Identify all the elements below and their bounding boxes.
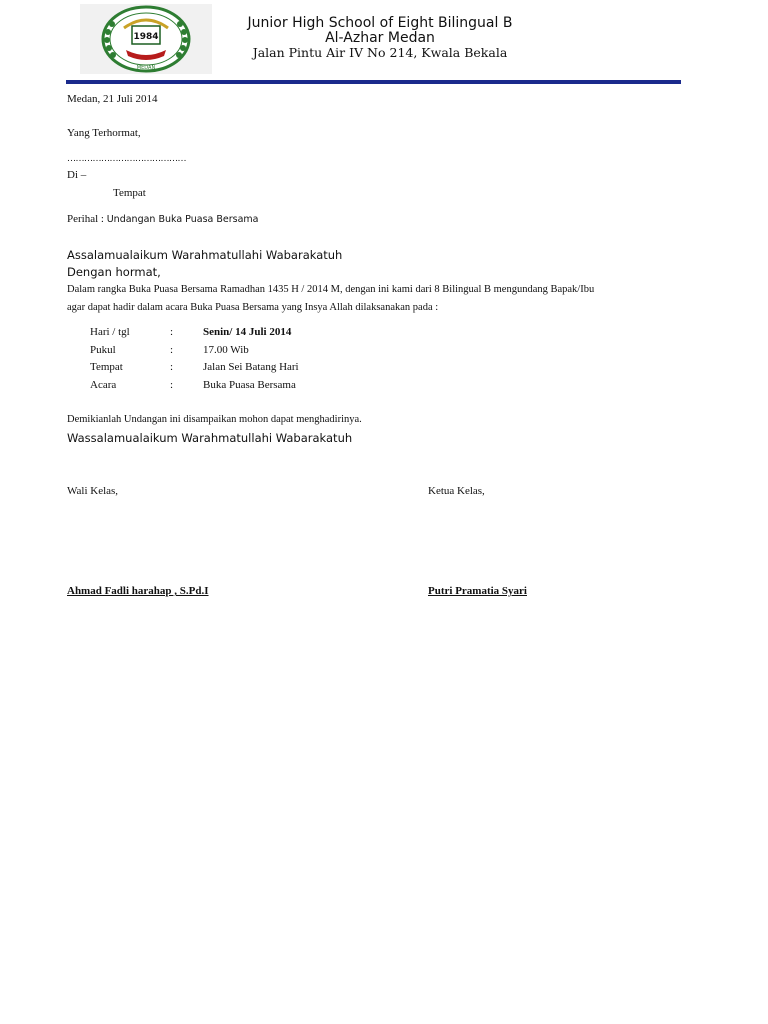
greeting: Assalamualaikum Warahmatullahi Wabarakatuh <box>67 248 343 262</box>
header-divider <box>66 80 681 84</box>
school-emblem-icon <box>80 4 212 74</box>
right-signatory-name: Putri Pramatia Syari <box>428 585 527 597</box>
detail-label: Hari / tgl <box>90 326 130 338</box>
perihal <box>67 213 258 225</box>
detail-value: Senin/ 14 Juli 2014 <box>203 326 292 338</box>
salutation: Yang Terhormat, <box>67 127 141 139</box>
farewell: Wassalamualaikum Warahmatullahi Wabarakatuh <box>67 431 353 445</box>
di-label: Di – <box>67 169 87 181</box>
place-date: Medan, 21 Juli 2014 <box>67 93 158 105</box>
right-signatory-title: Ketua Kelas, <box>428 485 485 497</box>
body-line-1: Dalam rangka Buka Puasa Bersama Ramadhan 1435 H / 2014 M, dengan ini kami dari 8 Bilingual B mengundang Bapak/Ibu <box>67 284 595 295</box>
school-name: Junior High School of Eight Bilingual B <box>247 15 513 31</box>
detail-label: Pukul <box>90 344 116 356</box>
left-signatory-name: Ahmad Fadli harahap , S.Pd.I <box>67 585 209 597</box>
detail-label: Tempat <box>90 361 123 373</box>
detail-separator: : <box>170 326 174 338</box>
school-subtitle: Al-Azhar Medan <box>325 30 435 46</box>
recipient-blank: …………………………………… <box>67 153 186 163</box>
detail-label: Acara <box>90 379 117 391</box>
perihal-label: Perihal : <box>67 213 107 225</box>
detail-value: Jalan Sei Batang Hari <box>203 361 299 373</box>
logo-city: MEDAN <box>136 65 156 71</box>
detail-separator: : <box>170 361 174 373</box>
opening: Dengan hormat, <box>67 265 161 279</box>
perihal-value: Undangan Buka Puasa Bersama <box>106 214 259 225</box>
left-signatory-title: Wali Kelas, <box>67 485 119 497</box>
school-logo <box>80 4 212 74</box>
detail-value: Buka Puasa Bersama <box>203 379 296 391</box>
detail-value: 17.00 Wib <box>203 344 249 356</box>
detail-separator: : <box>170 344 174 356</box>
closing: Demikianlah Undangan ini disampaikan mohon dapat menghadirinya. <box>67 414 362 425</box>
tempat-label: Tempat <box>113 187 146 199</box>
detail-separator: : <box>170 379 174 391</box>
school-address: Jalan Pintu Air IV No 214, Kwala Bekala <box>252 45 508 60</box>
body-line-2: agar dapat hadir dalam acara Buka Puasa Bersama yang Insya Allah dilaksanakan pada : <box>67 302 439 313</box>
logo-year: 1984 <box>133 32 159 42</box>
